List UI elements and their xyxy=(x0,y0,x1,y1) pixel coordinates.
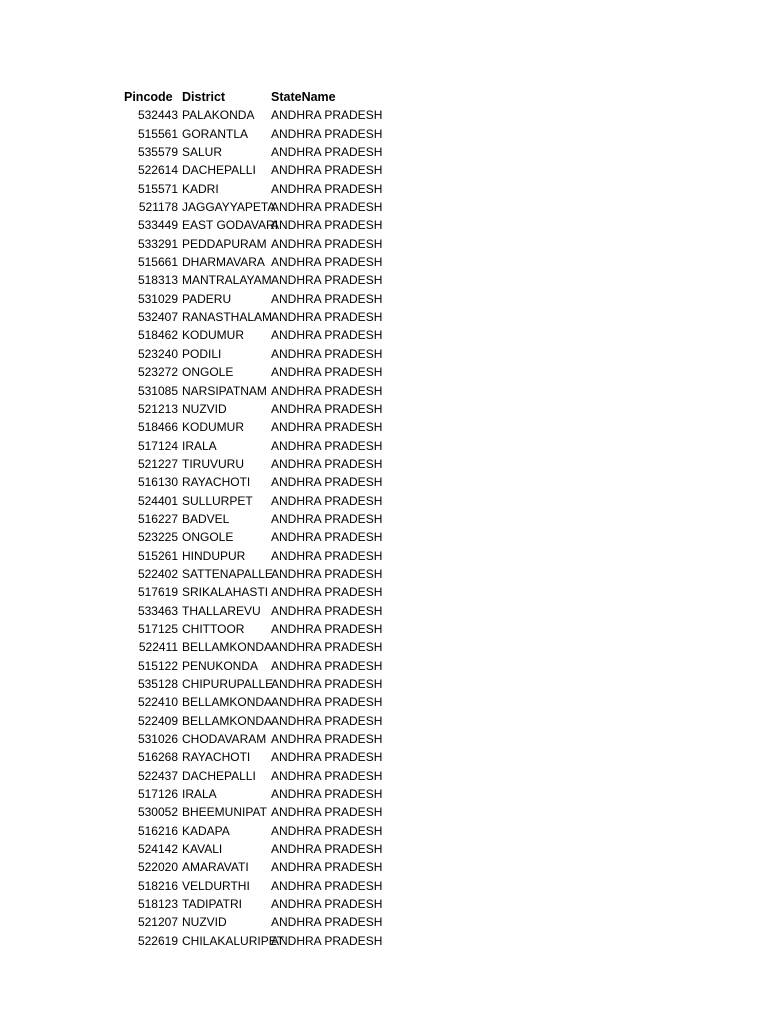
state-cell: ANDHRA PRADESH xyxy=(271,346,383,361)
state-cell: ANDHRA PRADESH xyxy=(271,438,383,453)
table-row xyxy=(124,235,424,253)
state-cell: ANDHRA PRADESH xyxy=(271,200,383,215)
district-cell: AMARAVATI xyxy=(182,860,249,875)
table-row xyxy=(124,180,424,198)
table-row xyxy=(124,693,424,711)
table-header-row xyxy=(124,88,424,106)
district-cell: HINDUPUR xyxy=(182,548,246,563)
state-cell: ANDHRA PRADESH xyxy=(271,456,383,471)
state-cell: ANDHRA PRADESH xyxy=(271,236,383,251)
pincode-cell: 523240 xyxy=(137,346,178,361)
table-row xyxy=(124,510,424,528)
pincode-cell: 522402 xyxy=(137,566,178,581)
district-cell: PADERU xyxy=(182,291,232,306)
district-cell: DACHEPALLI xyxy=(182,768,256,783)
district-cell: NUZVID xyxy=(182,915,227,930)
table-row xyxy=(124,913,424,931)
table-row xyxy=(124,198,424,216)
pincode-cell: 517619 xyxy=(137,585,178,600)
state-cell: ANDHRA PRADESH xyxy=(271,255,383,270)
header-pincode: Pincode xyxy=(124,90,173,104)
pincode-cell: 522614 xyxy=(137,163,178,178)
state-cell: ANDHRA PRADESH xyxy=(271,108,383,123)
pincode-cell: 517126 xyxy=(137,787,178,802)
table-row xyxy=(124,216,424,234)
state-cell: ANDHRA PRADESH xyxy=(271,732,383,747)
district-cell: CHITTOOR xyxy=(182,621,245,636)
table-row xyxy=(124,840,424,858)
table-row xyxy=(124,400,424,418)
district-cell: JAGGAYYAPETA xyxy=(182,200,276,215)
table-row xyxy=(124,858,424,876)
state-cell: ANDHRA PRADESH xyxy=(271,181,383,196)
pincode-cell: 518216 xyxy=(137,878,178,893)
table-row xyxy=(124,125,424,143)
district-cell: TADIPATRI xyxy=(182,897,242,912)
state-cell: ANDHRA PRADESH xyxy=(271,218,383,233)
pincode-cell: 521178 xyxy=(138,200,178,215)
district-cell: ONGOLE xyxy=(182,365,234,380)
state-cell: ANDHRA PRADESH xyxy=(271,401,383,416)
district-cell: KAVALI xyxy=(182,842,223,857)
table-row xyxy=(124,748,424,766)
table-row xyxy=(124,583,424,601)
pincode-cell: 516216 xyxy=(137,823,178,838)
table-row xyxy=(124,271,424,289)
table-row xyxy=(124,161,424,179)
district-cell: ONGOLE xyxy=(182,530,234,545)
pincode-cell: 531026 xyxy=(137,732,178,747)
district-cell: BADVEL xyxy=(182,511,230,526)
pincode-cell: 524401 xyxy=(137,493,178,508)
pincode-cell: 523272 xyxy=(137,365,178,380)
district-cell: PALAKONDA xyxy=(182,108,255,123)
state-cell: ANDHRA PRADESH xyxy=(271,530,383,545)
state-cell: ANDHRA PRADESH xyxy=(271,897,383,912)
state-cell: ANDHRA PRADESH xyxy=(271,145,383,160)
pincode-cell: 515261 xyxy=(137,548,178,563)
district-cell: BELLAMKONDA xyxy=(182,713,273,728)
pincode-cell: 515661 xyxy=(137,255,178,270)
table-row xyxy=(124,602,424,620)
pincode-cell: 533449 xyxy=(137,218,178,233)
pincode-cell: 516130 xyxy=(137,475,178,490)
state-cell: ANDHRA PRADESH xyxy=(271,787,383,802)
table-row xyxy=(124,675,424,693)
district-cell: CHODAVARAM xyxy=(182,732,267,747)
district-cell: CHIPURUPALLE xyxy=(182,677,274,691)
table-row xyxy=(124,877,424,895)
state-cell: ANDHRA PRADESH xyxy=(271,126,383,141)
district-cell: EAST GODAVARI xyxy=(182,218,279,233)
table-row xyxy=(124,363,424,381)
state-cell: ANDHRA PRADESH xyxy=(271,273,383,288)
district-cell: KODUMUR xyxy=(182,420,244,435)
pincode-cell: 535579 xyxy=(137,145,178,160)
district-cell: TIRUVURU xyxy=(182,456,244,471)
state-cell: ANDHRA PRADESH xyxy=(271,878,383,893)
state-cell: ANDHRA PRADESH xyxy=(271,915,383,930)
state-cell: ANDHRA PRADESH xyxy=(271,621,383,636)
pincode-cell: 515122 xyxy=(137,658,178,673)
pincode-cell: 518123 xyxy=(137,897,178,912)
pincode-cell: 522437 xyxy=(137,768,178,783)
pincode-cell: 532443 xyxy=(137,108,178,123)
state-cell: ANDHRA PRADESH xyxy=(271,658,383,673)
state-cell: ANDHRA PRADESH xyxy=(271,328,383,343)
pincode-cell: 532407 xyxy=(137,310,178,325)
district-cell: BHEEMUNIPAT xyxy=(182,805,267,820)
pincode-cell: 516227 xyxy=(137,511,178,526)
state-cell: ANDHRA PRADESH xyxy=(271,585,383,600)
table-row xyxy=(124,620,424,638)
table-row xyxy=(124,803,424,821)
pincode-cell: 533291 xyxy=(137,236,178,251)
district-cell: DHARMAVARA xyxy=(182,255,265,270)
pincode-cell: 515561 xyxy=(137,126,178,141)
state-cell: ANDHRA PRADESH xyxy=(271,511,383,526)
pincode-cell: 535128 xyxy=(137,677,178,691)
district-cell: SRIKALAHASTI xyxy=(182,585,269,600)
pincode-cell: 531029 xyxy=(137,291,178,306)
pincode-cell: 517125 xyxy=(137,621,178,636)
state-cell: ANDHRA PRADESH xyxy=(271,842,383,857)
table-row xyxy=(124,712,424,730)
pincode-cell: 530052 xyxy=(137,805,178,820)
state-cell: ANDHRA PRADESH xyxy=(271,750,383,765)
state-cell: ANDHRA PRADESH xyxy=(271,566,383,581)
pincode-cell: 518462 xyxy=(137,328,178,343)
district-cell: DACHEPALLI xyxy=(182,163,256,178)
district-cell: PODILI xyxy=(182,346,222,361)
state-cell: ANDHRA PRADESH xyxy=(271,677,383,691)
district-cell: RAYACHOTI xyxy=(182,475,251,490)
table-row xyxy=(124,143,424,161)
district-cell: RAYACHOTI xyxy=(182,750,251,765)
state-cell: ANDHRA PRADESH xyxy=(271,603,383,618)
pincode-cell: 522409 xyxy=(137,713,178,728)
state-cell: ANDHRA PRADESH xyxy=(271,475,383,490)
table-body xyxy=(124,106,424,950)
district-cell: KODUMUR xyxy=(182,328,244,343)
pincode-cell: 523225 xyxy=(137,530,178,545)
table-row xyxy=(124,547,424,565)
district-cell: BELLAMKONDA xyxy=(182,640,273,655)
pincode-cell: 516268 xyxy=(137,750,178,765)
table-row xyxy=(124,730,424,748)
district-cell: SULLURPET xyxy=(182,493,253,508)
district-cell: NARSIPATNAM xyxy=(182,383,267,398)
state-cell: ANDHRA PRADESH xyxy=(271,310,383,325)
pincode-cell: 515571 xyxy=(137,181,178,196)
state-cell: ANDHRA PRADESH xyxy=(271,291,383,306)
state-cell: ANDHRA PRADESH xyxy=(271,383,383,398)
table-row xyxy=(124,253,424,271)
table-row xyxy=(124,106,424,124)
district-cell: BELLAMKONDA xyxy=(182,695,273,710)
state-cell: ANDHRA PRADESH xyxy=(271,548,383,563)
pincode-cell: 522619 xyxy=(137,933,178,948)
district-cell: SALUR xyxy=(182,145,223,160)
table-row xyxy=(124,565,424,583)
state-cell: ANDHRA PRADESH xyxy=(271,823,383,838)
header-state: StateName xyxy=(271,90,336,104)
district-cell: MANTRALAYAM xyxy=(182,273,272,288)
table-row xyxy=(124,345,424,363)
table-row xyxy=(124,326,424,344)
district-cell: GORANTLA xyxy=(182,126,249,141)
district-cell: THALLAREVU xyxy=(182,603,261,618)
table-row xyxy=(124,455,424,473)
district-cell: KADAPA xyxy=(182,823,230,838)
state-cell: ANDHRA PRADESH xyxy=(271,640,383,655)
header-district: District xyxy=(182,90,226,104)
state-cell: ANDHRA PRADESH xyxy=(271,420,383,435)
pincode-cell: 533463 xyxy=(137,603,178,618)
table-row xyxy=(124,473,424,491)
district-cell: IRALA xyxy=(182,787,217,802)
state-cell: ANDHRA PRADESH xyxy=(271,695,383,710)
table-row xyxy=(124,767,424,785)
table-row xyxy=(124,528,424,546)
state-cell: ANDHRA PRADESH xyxy=(271,493,383,508)
pincode-cell: 521207 xyxy=(137,915,178,930)
district-cell: PEDDAPURAM xyxy=(182,236,267,251)
table-row xyxy=(124,290,424,308)
pincode-cell: 524142 xyxy=(137,842,178,857)
pincode-table xyxy=(124,88,424,950)
pincode-cell: 521227 xyxy=(137,456,178,471)
district-cell: CHILAKALURIPET xyxy=(182,933,285,948)
table-row xyxy=(124,382,424,400)
table-row xyxy=(124,785,424,803)
table-row xyxy=(124,932,424,950)
district-cell: PENUKONDA xyxy=(182,658,259,673)
table-row xyxy=(124,657,424,675)
district-cell: NUZVID xyxy=(182,401,227,416)
table-row xyxy=(124,822,424,840)
pincode-cell: 521213 xyxy=(137,401,178,416)
state-cell: ANDHRA PRADESH xyxy=(271,933,383,948)
state-cell: ANDHRA PRADESH xyxy=(271,365,383,380)
district-cell: IRALA xyxy=(182,438,217,453)
state-cell: ANDHRA PRADESH xyxy=(271,768,383,783)
pincode-cell: 522411 xyxy=(138,640,178,655)
pincode-cell: 522410 xyxy=(137,695,178,710)
pincode-cell: 518466 xyxy=(137,420,178,435)
table-row xyxy=(124,492,424,510)
district-cell: VELDURTHI xyxy=(182,878,250,893)
pincode-cell: 518313 xyxy=(137,273,178,288)
state-cell: ANDHRA PRADESH xyxy=(271,713,383,728)
district-cell: KADRI xyxy=(182,181,219,196)
district-cell: RANASTHALAM xyxy=(182,310,273,325)
pincode-cell: 531085 xyxy=(137,383,178,398)
pincode-cell: 517124 xyxy=(137,438,178,453)
table-row xyxy=(124,638,424,656)
pincode-cell: 522020 xyxy=(137,860,178,875)
table-row xyxy=(124,437,424,455)
table-row xyxy=(124,308,424,326)
table-row xyxy=(124,418,424,436)
state-cell: ANDHRA PRADESH xyxy=(271,805,383,820)
state-cell: ANDHRA PRADESH xyxy=(271,163,383,178)
table-row xyxy=(124,895,424,913)
district-cell: SATTENAPALLE xyxy=(182,566,273,581)
state-cell: ANDHRA PRADESH xyxy=(271,860,383,875)
